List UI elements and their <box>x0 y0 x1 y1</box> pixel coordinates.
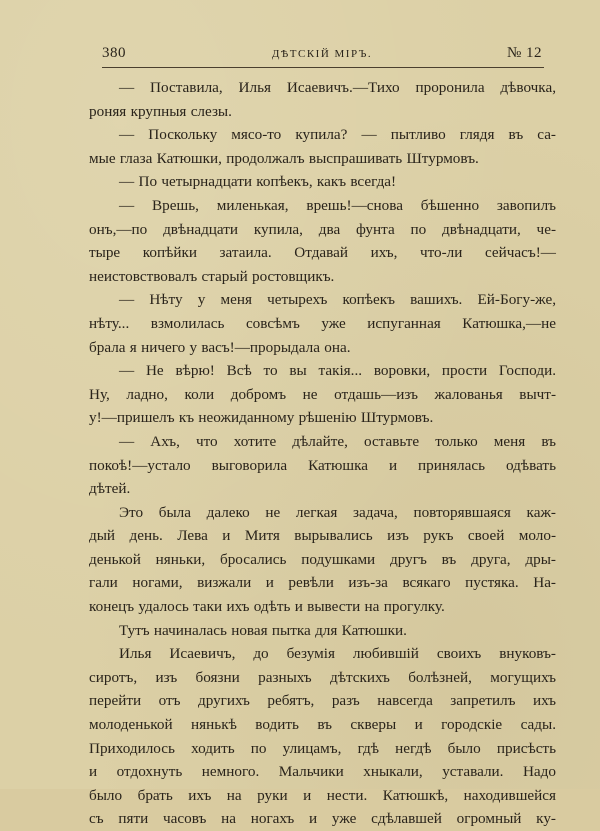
text-line: у!—пришелъ къ неожиданному рѣшенію Штурмовъ. <box>89 409 434 427</box>
text-line: неистовствовалъ старый ростовщикъ. <box>89 267 335 285</box>
text-line: конецъ удалось таки ихъ одѣть и вывести на прогулку. <box>89 598 445 616</box>
text-line: — Врешь, миленькая, врешь!—снова бѣшенно завопилъ <box>119 196 556 214</box>
text-line: — Нѣту у меня четырехъ копѣекъ вашихъ. Ей-Богу-же, <box>119 291 556 309</box>
text-line: — Поставила, Илья Исаевичъ.—Тихо проронила дѣвочка, <box>119 79 556 96</box>
text-line: Ну, ладно, коли добромъ не отдашь—изъ жалованья вычт- <box>89 385 556 403</box>
page-number: 380 <box>102 45 126 61</box>
issue-number: № 12 <box>506 45 542 61</box>
text-line: — Не вѣрю! Всѣ то вы такія... воровки, прости Господи. <box>119 362 556 380</box>
text-line: дый день. Лева и Митя вырывались изъ рукъ своей моло- <box>89 527 556 545</box>
header-rule <box>102 67 544 68</box>
text-line: — Поскольку мясо-то купила? — пытливо глядя въ са- <box>119 126 556 144</box>
text-line: дѣтей. <box>89 480 131 498</box>
text-line: роняя крупныя слезы. <box>89 102 232 120</box>
text-line: было брать ихъ на руки и нести. Катюшкѣ, находившейся <box>89 786 556 804</box>
text-line: тыре копѣйки затаила. Отдавай ихъ, что-ли сейчасъ!— <box>89 244 556 262</box>
text-line: брала я ничего у васъ!—прорыдала она. <box>89 338 351 356</box>
text-line: Приходилось ходить по улицамъ, гдѣ негдѣ было присѣсть <box>89 739 556 757</box>
text-line: нѣту... взмолилась совсѣмъ уже испуганная Катюшка,—не <box>89 314 556 332</box>
text-line: покоѣ!—устало выговорила Катюшка и принялась одѣвать <box>89 456 556 474</box>
text-line: Это была далеко не легкая задача, повторявшаяся каж- <box>119 503 556 521</box>
running-title: ДѢТСКІЙ МІРЪ. <box>271 48 373 60</box>
text-line: перейти отъ другихъ ребятъ, разъ навсегда запретилъ ихъ <box>89 692 556 710</box>
body-text <box>89 76 556 831</box>
text-line: онъ,—по двѣнадцати купила, два фунта по двѣнадцати, че- <box>89 220 556 238</box>
text-line: Илья Исаевичъ, до безумія любившій своихъ внуковъ- <box>119 645 556 663</box>
text-line: мые глаза Катюшки, продолжалъ выспрашивать Штурмовъ. <box>89 149 479 167</box>
text-line: — По четырнадцати копѣекъ, какъ всегда! <box>119 173 397 191</box>
text-line: гали ногами, визжали и ревѣли изъ-за всякаго пустяка. На- <box>89 574 556 592</box>
text-line: сиротъ, изъ боязни разныхъ дѣтскихъ болѣзней, могущихъ <box>89 668 556 686</box>
text-line: съ пяти часовъ на ногахъ и уже сдѣлавшей огромный ку- <box>89 810 556 828</box>
page-header <box>102 45 542 67</box>
text-line: денькой няньки, бросались подушками другъ въ друга, дры- <box>89 550 556 568</box>
text-line: — Ахъ, что хотите дѣлайте, оставьте только меня въ <box>119 432 556 450</box>
text-line: молоденькой нянькѣ водить въ скверы и городскіе сады. <box>89 716 556 734</box>
text-line: и отдохнуть немного. Мальчики хныкали, уставали. Надо <box>89 763 556 781</box>
text-line: Тутъ начиналась новая пытка для Катюшки. <box>119 621 407 639</box>
